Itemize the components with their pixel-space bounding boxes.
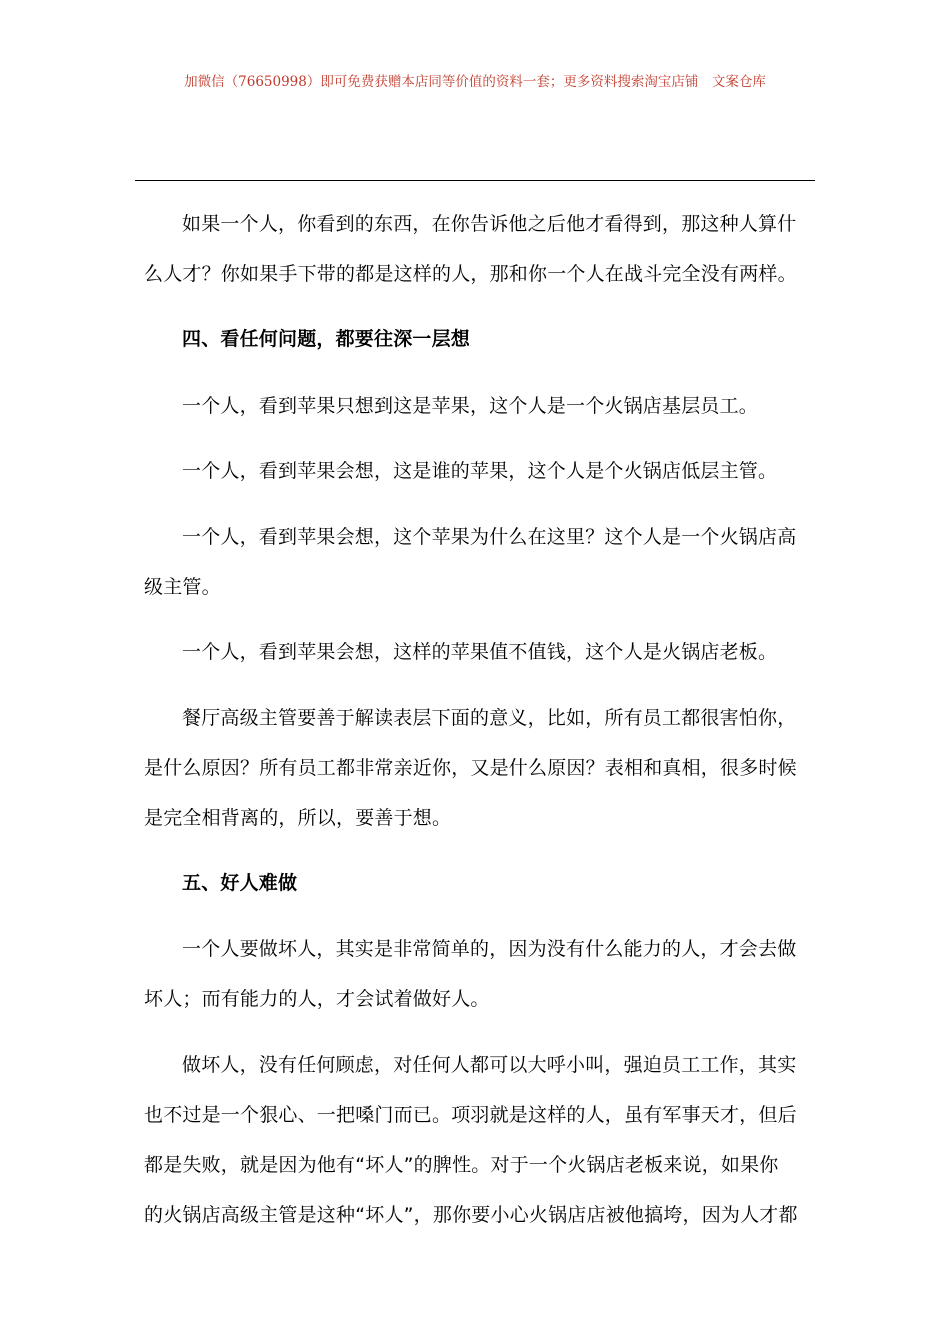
paragraph-1-line-2: 么人才？你如果手下带的都是这样的人，那和你一个人在战斗完全没有两样。 [144,263,797,285]
paragraph-8-line-2: 也不过是一个狠心、一把嗓门而已。项羽就是这样的人，虽有军事天才，但后 [144,1104,797,1126]
paragraph-5-line-1: 一个人，看到苹果会想，这样的苹果值不值钱，这个人是火锅店老板。 [182,641,778,663]
section-heading-4 [144,314,808,364]
paragraph-2 [144,381,808,431]
paragraph-8-line-3: 都是失败，就是因为他有“坏人”的脾性。对于一个火锅店老板来说，如果你 [144,1154,779,1176]
paragraph-7-line-2: 坏人；而有能力的人，才会试着做好人。 [144,988,490,1010]
paragraph-7 [144,924,808,1024]
paragraph-4-line-1: 一个人，看到苹果会想，这个苹果为什么在这里？这个人是一个火锅店高 [182,526,797,548]
paragraph-6-line-3: 是完全相背离的，所以，要善于想。 [144,807,452,829]
paragraph-1-line-1: 如果一个人，你看到的东西，在你告诉他之后他才看得到，那这种人算什 [182,213,797,235]
paragraph-2-line-1: 一个人，看到苹果只想到这是苹果，这个人是一个火锅店基层员工。 [182,395,759,417]
paragraph-8 [144,1040,808,1240]
paragraph-4-line-2: 级主管。 [144,576,221,598]
paragraph-3 [144,446,808,496]
paragraph-1 [144,199,808,299]
section-heading-4-text: 四、看任何问题，都要往深一层想 [182,328,471,350]
section-heading-5-text: 五、好人难做 [182,872,298,894]
section-heading-5 [144,858,808,908]
paragraph-3-line-1: 一个人，看到苹果会想，这是谁的苹果，这个人是个火锅店低层主管。 [182,460,778,482]
header-rule [135,180,815,181]
paragraph-4 [144,512,808,612]
header-note: 加微信（76650998）即可免费获赠本店同等价值的资料一套；更多资料搜索淘宝店铺 文案仓库 [184,74,766,90]
paragraph-8-line-1: 做坏人，没有任何顾虑，对任何人都可以大呼小叫，强迫员工工作，其实 [182,1054,797,1076]
paragraph-8-line-4: 的火锅店高级主管是这种“坏人”，那你要小心火锅店店被他搞垮，因为人才都 [144,1204,798,1226]
paragraph-6-line-2: 是什么原因？所有员工都非常亲近你，又是什么原因？表相和真相，很多时候 [144,757,797,779]
paragraph-6-line-1: 餐厅高级主管要善于解读表层下面的意义，比如，所有员工都很害怕你， [182,707,797,729]
paragraph-6 [144,693,808,843]
paragraph-5 [144,627,808,677]
paragraph-7-line-1: 一个人要做坏人，其实是非常简单的，因为没有什么能力的人，才会去做 [182,938,797,960]
